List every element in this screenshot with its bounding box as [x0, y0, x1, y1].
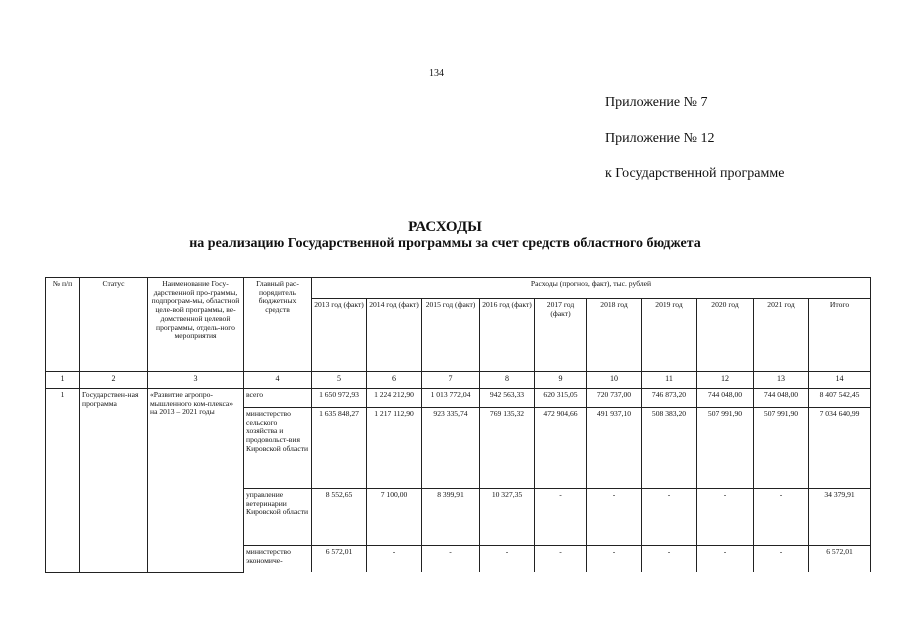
header-year: 2018 год: [587, 299, 642, 372]
column-number: 12: [697, 372, 754, 389]
header-num: № п/п: [46, 278, 80, 372]
column-number: 7: [422, 372, 480, 389]
appendix-line-1: Приложение № 7: [605, 95, 708, 110]
header-year: 2013 год (факт): [312, 299, 367, 372]
value-cell: 942 563,33: [480, 389, 535, 408]
header-year: 2015 год (факт): [422, 299, 480, 372]
value-cell: 620 315,05: [535, 389, 587, 408]
value-cell: 1 217 112,90: [367, 408, 422, 489]
column-number: 2: [80, 372, 148, 389]
value-cell: -: [535, 489, 587, 546]
table-row: [46, 389, 871, 408]
column-number: 6: [367, 372, 422, 389]
value-cell: -: [535, 546, 587, 573]
admin-cell: всего: [244, 389, 312, 408]
value-cell: 744 048,00: [754, 389, 809, 408]
value-cell: 7 100,00: [367, 489, 422, 546]
header-year: 2016 год (факт): [480, 299, 535, 372]
column-number: 10: [587, 372, 642, 389]
column-number: 1: [46, 372, 80, 389]
header-year: 2021 год: [754, 299, 809, 372]
value-cell: 746 873,20: [642, 389, 697, 408]
appendix-line-2: Приложение № 12: [605, 131, 715, 146]
budget-table: [45, 277, 871, 573]
document-title: РАСХОДЫ: [408, 219, 482, 235]
value-cell: 7 034 640,99: [809, 408, 871, 489]
value-cell: -: [642, 546, 697, 573]
column-number: 4: [244, 372, 312, 389]
appendix-line-3: к Государственной программе: [605, 166, 785, 181]
program-number: 1: [46, 389, 80, 573]
admin-cell: министерство сельского хозяйства и продовольст-вия Кировской области: [244, 408, 312, 489]
header-year: 2020 год: [697, 299, 754, 372]
column-number: 8: [480, 372, 535, 389]
column-number: 14: [809, 372, 871, 389]
header-year: 2014 год (факт): [367, 299, 422, 372]
value-cell: 507 991,90: [697, 408, 754, 489]
value-cell: 769 135,32: [480, 408, 535, 489]
column-number: 11: [642, 372, 697, 389]
column-number: 5: [312, 372, 367, 389]
header-admin: Главный рас-порядитель бюджетных средств: [244, 278, 312, 372]
header-row: [46, 278, 871, 299]
value-cell: -: [642, 489, 697, 546]
value-cell: 1 650 972,93: [312, 389, 367, 408]
value-cell: 744 048,00: [697, 389, 754, 408]
value-cell: 472 904,66: [535, 408, 587, 489]
value-cell: 923 335,74: [422, 408, 480, 489]
value-cell: -: [422, 546, 480, 573]
header-year: 2019 год: [642, 299, 697, 372]
value-cell: -: [697, 489, 754, 546]
value-cell: -: [587, 546, 642, 573]
value-cell: 34 379,91: [809, 489, 871, 546]
column-number: 13: [754, 372, 809, 389]
value-cell: -: [697, 546, 754, 573]
program-name: «Развитие агропро-мышленного ком-плекса» на 2013 – 2021 годы: [148, 389, 244, 573]
value-cell: 10 327,35: [480, 489, 535, 546]
value-cell: 720 737,00: [587, 389, 642, 408]
header-expenses: Расходы (прогноз, факт), тыс. рублей: [312, 278, 871, 299]
value-cell: 1 224 212,90: [367, 389, 422, 408]
header-name: Наименование Госу-дарственной про-граммы, подпрограм-мы, областной целе-вой программы, ве-домственной целевой программы, отдель-ного мероприятия: [148, 278, 244, 372]
column-number: 3: [148, 372, 244, 389]
value-cell: 508 383,20: [642, 408, 697, 489]
value-cell: 1 013 772,04: [422, 389, 480, 408]
page-number: 134: [429, 68, 444, 79]
value-cell: 6 572,01: [312, 546, 367, 573]
value-cell: 8 552,65: [312, 489, 367, 546]
value-cell: -: [587, 489, 642, 546]
value-cell: -: [480, 546, 535, 573]
header-status: Статус: [80, 278, 148, 372]
value-cell: -: [367, 546, 422, 573]
value-cell: 491 937,10: [587, 408, 642, 489]
value-cell: 507 991,90: [754, 408, 809, 489]
column-number-row: [46, 372, 871, 389]
value-cell: 8 407 542,45: [809, 389, 871, 408]
header-year: Итого: [809, 299, 871, 372]
value-cell: 1 635 848,27: [312, 408, 367, 489]
admin-cell: управление ветеринарии Кировской области: [244, 489, 312, 546]
admin-cell: министерство экономиче-: [244, 546, 312, 573]
value-cell: -: [754, 489, 809, 546]
value-cell: -: [754, 546, 809, 573]
value-cell: 8 399,91: [422, 489, 480, 546]
document-subtitle: на реализацию Государственной программы за счет средств областного бюджета: [189, 236, 701, 251]
value-cell: 6 572,01: [809, 546, 871, 573]
header-year: 2017 год (факт): [535, 299, 587, 372]
column-number: 9: [535, 372, 587, 389]
program-status: Государствен-ная программа: [80, 389, 148, 573]
